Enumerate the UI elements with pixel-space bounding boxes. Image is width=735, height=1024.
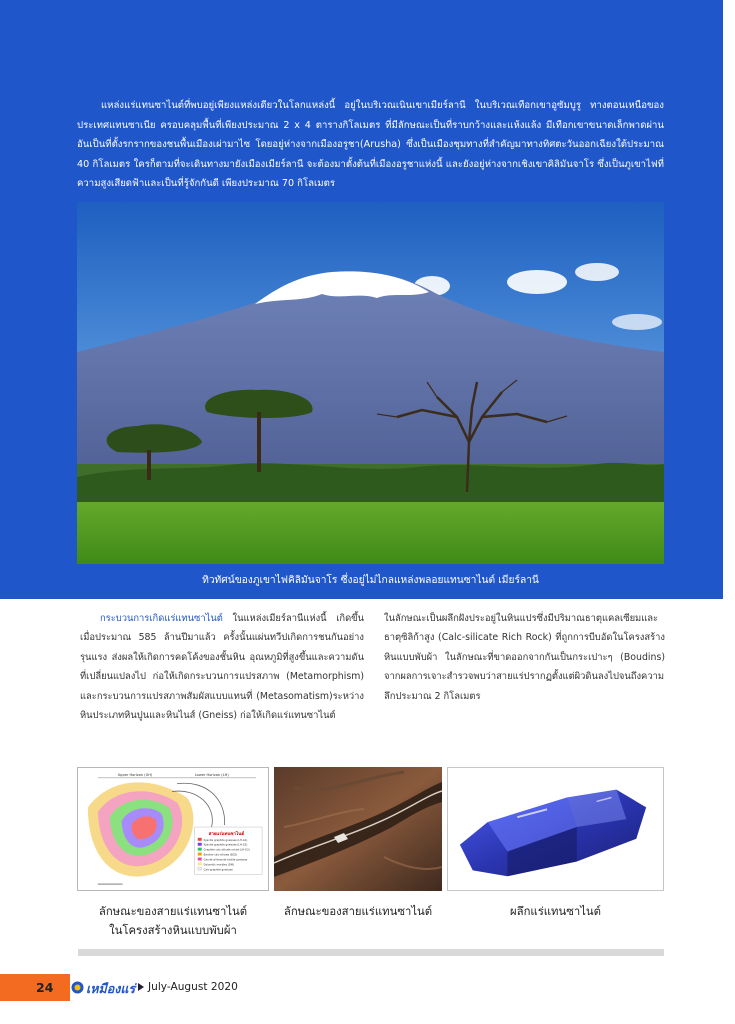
legend-item: Calc-graphite gneisses	[203, 868, 233, 872]
magazine-brand: เหมืองแร่	[86, 981, 136, 996]
legend-item: Garnet sillimanite biotite gneisses	[203, 858, 248, 862]
kilimanjaro-photo	[77, 202, 664, 564]
fold-structure-diagram	[77, 767, 269, 891]
diagram-label-lower: Lower Horizon (LH)	[194, 772, 229, 777]
legend-swatch	[198, 867, 202, 870]
legend-swatch	[198, 862, 202, 865]
intro-paragraph: แหล่งแร่แทนซาไนต์ที่พบอยู่เพียงแหล่งเดียวในโลกแหล่งนี้ อยู่ในบริเวณเนินเขาเมียร์ลานี ในบริเวณเทือกเขาอูซัมบูรู ทางตอนเหนือของประเทศแทนซาเนีย ครอบคลุมพื้นที่เพียงประมาณ 2 x 4 ตารางกิโลเมตร ที่มีลักษณะเป็นที่ราบกว้างและแห้งแล้ง มีเทือกเขาขนาดเล็กพาดผ่าน อันเป็นที่ตั้งรกรากของชนพื้นเมืองเผ่ามาไซ โดยอยู่ห่างจากเมืองอรูชา(Arusha) ซึ่งเป็นเมืองชุมทางที่สำคัญมาทางทิศตะวันออกเฉียงใต้ประมาณ 40 กิโลเมตร ใครก็ตามที่จะเดินทางมายังเมืองเมียร์ลานี จะต้องมาตั้งต้นที่เมืองอรูชาแห่งนี้ และยังอยู่ห่างจากเชิงเขาคิลิมันจาโร ซึ่งเป็นภูเขาไฟที่ความสูงเสียดฟ้าและเป็นที่รู้จักกันดี เพียงประมาณ 70 กิโลเมตร	[77, 100, 664, 190]
photo-caption: ทิวทัศน์ของภูเขาไฟคิลิมันจาโร ซึ่งอยู่ไม่ไกลแหล่งพลอยแทนซาไนต์ เมียร์ลานี	[202, 575, 539, 586]
legend-item: Dolomitic marbles (DM)	[203, 863, 234, 867]
legend-swatch	[198, 853, 202, 856]
section-divider	[78, 949, 664, 956]
arrow-right-icon	[137, 982, 145, 992]
vein-rock-photo	[274, 767, 442, 891]
legend-swatch	[198, 858, 202, 861]
legend-swatch	[198, 848, 202, 851]
legend-title: สายแร่แทนซาไนต์	[208, 831, 245, 837]
figure-caption-fold-line1: ลักษณะของสายแร่แทนซาไนต์	[98, 905, 248, 918]
page-number: 24	[36, 980, 54, 995]
legend-item: Banded calc-silicate (BCS)	[203, 853, 238, 857]
legend-item: Kyanite graphite gneisses (LH-G1)	[203, 838, 248, 842]
body-column-right: ในลักษณะเป็นผลึกฝังประอยู่ในหินแปรซึ่งมีปริมาณธาตุแคลเซียมและธาตุซิลิก้าสูง (Calc-silicate Rich Rock) ที่ถูกการบีบอัดในโครงสร้างหินแบบพับผ้า ในลักษณะที่ขาดออกจากกันเป็นกระเปาะๆ (Boudins) จากผลการเจาะสำรวจพบว่าสายแร่ปรากฏตั้งแต่ผิวดินลงไปจนถึงความลึกประมาณ 2 กิโลเมตร	[384, 613, 665, 702]
body-column-left	[80, 609, 364, 725]
legend-swatch	[198, 843, 202, 846]
issue-date: July-August 2020	[148, 981, 238, 993]
diagram-label-upper: Upper Horizon (UH)	[117, 772, 153, 777]
magazine-logo-icon	[71, 981, 84, 994]
legend-item: Graphite calc-silicate schist (LH-G3)	[203, 848, 250, 852]
tanzanite-crystal-photo	[447, 767, 664, 891]
page-number-tab	[0, 974, 70, 1001]
legend-swatch	[198, 838, 202, 841]
body-left-text: ในแหล่งเมียร์ลานีแห่งนี้ เกิดขึ้นเมื่อประมาณ 585 ล้านปีมาแล้ว ครั้งนั้นแผ่นทวีปเกิดการชนกันอย่างรุนแรง ส่งผลให้เกิดการคดโค้งของชั้นหิน อุณหภูมิที่สูงขึ้นและความดันที่เปลี่ยนแปลงไป ก่อให้เกิดกระบวนการแปรสภาพ (Metamorphism) และกระบวนการแปรสภาพสัมผัสแบบแทนที่ (Metasomatism)ระหว่างหินประเภทหินปูนและหินไนส์ (Gneiss) ก่อให้เกิดแร่แทนซาไนต์	[80, 613, 364, 722]
page-footer	[0, 974, 280, 1001]
legend-item: Kyanite graphite gneisses (LH-G2)	[203, 843, 248, 847]
process-highlight: กระบวนการเกิดแร่แทนซาไนต์	[100, 613, 223, 624]
figure-caption-crystal: ผลึกแร่แทนซาไนต์	[510, 905, 601, 918]
figure-caption-vein: ลักษณะของสายแร่แทนซาไนต์	[283, 905, 433, 918]
figure-caption-fold	[77, 902, 269, 940]
figure-caption-fold-line2: ในโครงสร้างหินแบบพับผ้า	[109, 924, 237, 937]
